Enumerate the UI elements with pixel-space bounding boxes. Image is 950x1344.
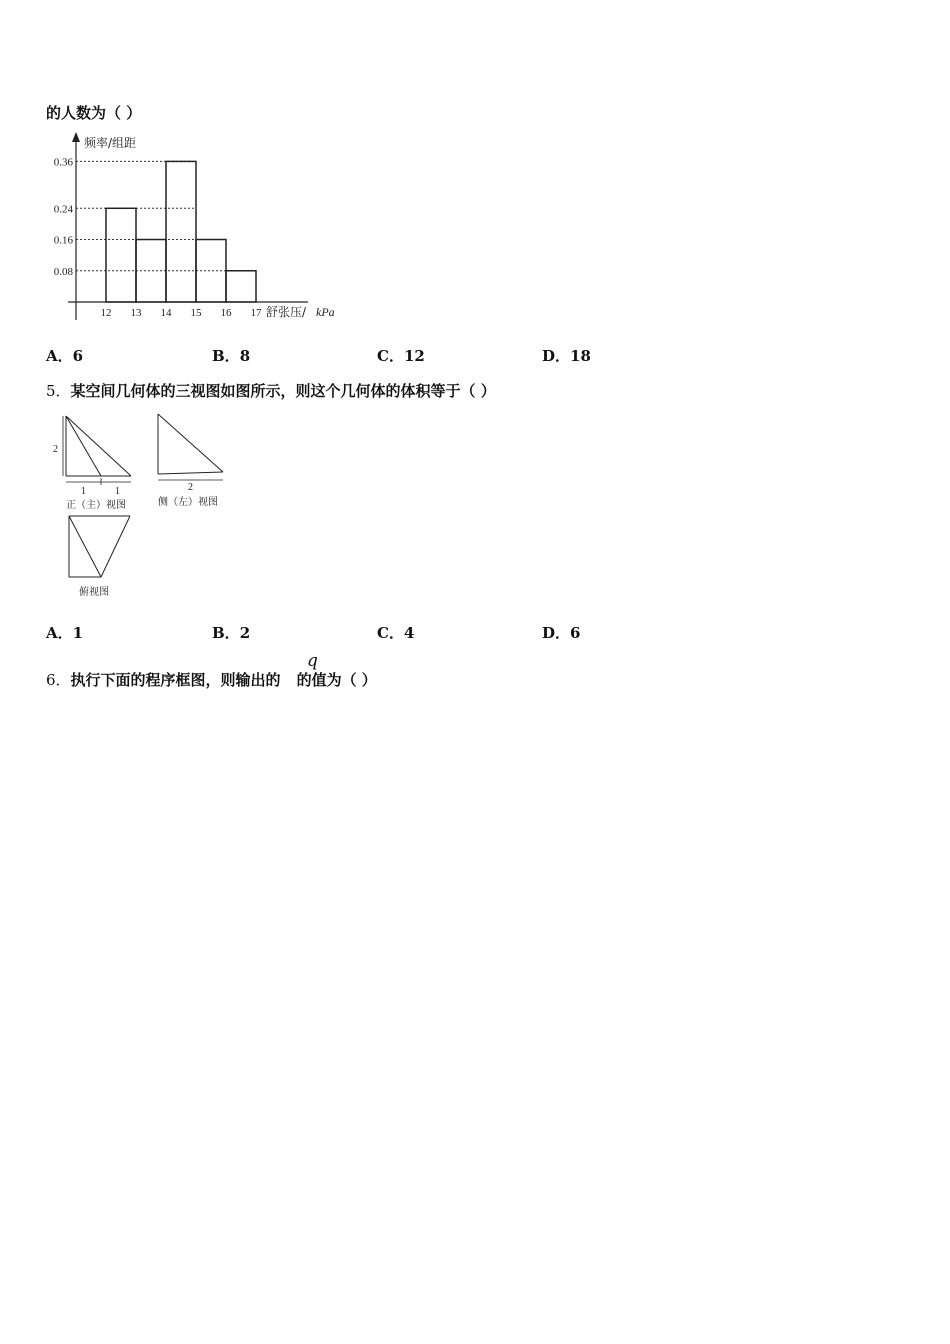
y-axis-arrow — [72, 132, 80, 142]
option-letter: D． — [542, 624, 571, 642]
y-tick-label: 0.16 — [53, 234, 73, 247]
top-view-caption: 俯视图 — [79, 587, 109, 598]
q5-option-b[interactable] — [212, 622, 250, 643]
q5-option-a[interactable] — [46, 622, 83, 643]
option-value: 12 — [403, 347, 425, 365]
option-value: 8 — [239, 347, 251, 365]
option-letter: C． — [377, 624, 404, 642]
q6-number: 6． — [46, 671, 71, 689]
front-hypotenuse — [66, 416, 131, 476]
x-tick-label: 14 — [160, 307, 172, 319]
x-tick-label: 13 — [130, 307, 142, 319]
q6-variable: q — [307, 651, 318, 671]
x-tick-label: 12 — [100, 307, 112, 319]
option-value: 6 — [72, 347, 84, 365]
x-tick-label: 16 — [220, 307, 232, 319]
option-letter: C． — [377, 347, 404, 365]
q5-number: 5． — [46, 382, 71, 400]
q5-option-d[interactable] — [542, 622, 580, 643]
height-label: 2 — [53, 444, 58, 455]
q6-stem — [46, 669, 377, 690]
y-axis-title: 频率/组距 — [84, 136, 137, 150]
histogram-bar — [226, 271, 256, 302]
side-bottom-edge — [158, 472, 223, 474]
front-width-label-2: 1 — [115, 486, 120, 497]
q4-option-a[interactable] — [46, 345, 83, 366]
front-width-label-1: 1 — [81, 486, 86, 497]
option-value: 6 — [570, 624, 581, 642]
y-tick-label: 0.24 — [53, 203, 73, 216]
side-view — [158, 414, 223, 508]
y-tick-label: 0.36 — [53, 156, 73, 169]
q5-option-c[interactable] — [377, 622, 414, 643]
option-value: 1 — [72, 624, 84, 642]
histogram-chart — [40, 130, 350, 330]
option-letter: B． — [212, 347, 240, 365]
option-value: 18 — [570, 347, 591, 365]
q4-option-c[interactable] — [377, 345, 425, 366]
side-width-label: 2 — [188, 482, 193, 493]
front-view-caption: 正（主）视图 — [66, 500, 126, 511]
y-tick-label: 0.08 — [53, 265, 73, 278]
front-view — [53, 416, 131, 511]
option-letter: A． — [46, 624, 73, 642]
option-value: 2 — [239, 624, 251, 642]
top-view — [69, 516, 130, 598]
option-letter: B． — [212, 624, 240, 642]
side-view-caption: 侧（左）视图 — [158, 497, 218, 508]
q4-stem-tail: 的人数为（ ） — [46, 104, 142, 122]
q5-text: 某空间几何体的三视图如图所示，则这个几何体的体积等于（ ） — [70, 382, 496, 400]
q6-text-a: 执行下面的程序框图，则输出的 — [70, 671, 281, 689]
top-right-edge — [101, 516, 130, 577]
q4-option-b[interactable] — [212, 345, 250, 366]
x-tick-label: 15 — [190, 307, 202, 319]
option-letter: D． — [542, 347, 571, 365]
x-axis-title: 舒张压/ — [266, 305, 307, 319]
q5-stem — [46, 380, 496, 401]
side-hypotenuse — [158, 414, 223, 472]
front-inner-line — [66, 416, 101, 476]
option-letter: A． — [46, 347, 73, 365]
three-view-figure — [46, 408, 246, 603]
q6-text-b: 的值为（ ） — [296, 671, 377, 689]
histogram-bar — [106, 208, 136, 302]
x-axis-unit: kPa — [316, 305, 335, 319]
histogram-bar — [166, 161, 196, 302]
option-value: 4 — [403, 624, 415, 642]
q4-option-d[interactable] — [542, 345, 591, 366]
top-diagonal — [69, 516, 101, 577]
x-tick-label: 17 — [250, 307, 262, 319]
